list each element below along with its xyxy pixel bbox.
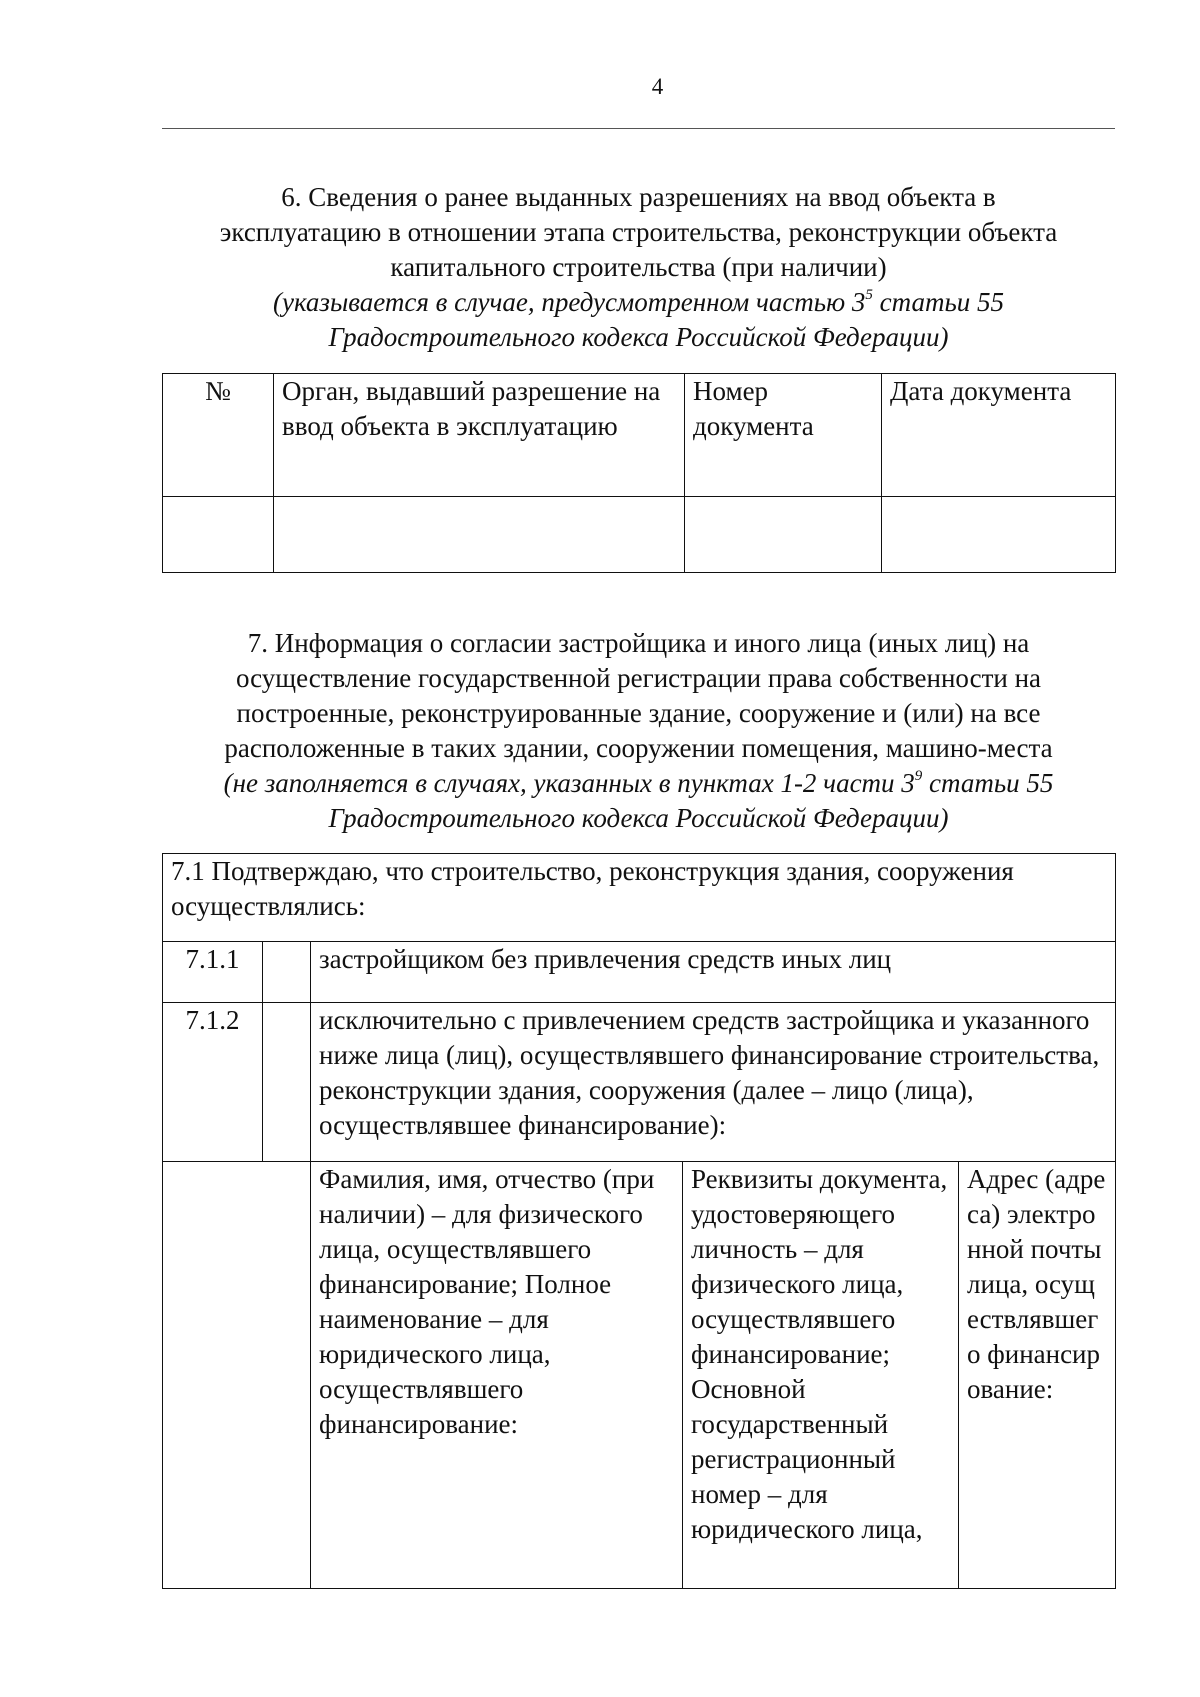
option-row-7-1-2 <box>163 1003 1116 1162</box>
section-7-title-line: расположенные в таких здании, сооружении помещения, машино-места <box>224 733 1053 763</box>
section-7-heading <box>162 626 1115 836</box>
financer-blank-cell <box>163 1162 311 1589</box>
permits-table-empty-row <box>163 497 1116 573</box>
permits-cell <box>274 497 685 573</box>
financer-name-header: Фамилия, имя, отчество (при наличии) – для физического лица, осуществлявшего финансирование; Полное наименование – для юридического лица, осуществлявшего финансирование: <box>311 1162 683 1589</box>
section-7-title-line: построенные, реконструированные здание, сооружение и (или) на все <box>236 698 1041 728</box>
section-7-title-line: осуществление государственной регистрации права собственности на <box>235 663 1042 693</box>
section-6-title-line: капитального строительства (при наличии) <box>390 252 887 282</box>
financer-document-header: Реквизиты документа, удостоверяющего личность – для физического лица, осуществлявшего финансирование; Основной государственный регистрационный номер – для юридического лица, <box>683 1162 959 1589</box>
header-divider <box>162 128 1115 129</box>
option-checkbox[interactable] <box>263 942 311 1003</box>
section-7-title-line: 7. Информация о согласии застройщика и иного лица (иных лиц) на <box>247 628 1030 658</box>
section-6-title-line: эксплуатацию в отношении этапа строительства, реконструкции объекта <box>219 217 1058 247</box>
header-issuing-body: Орган, выдавший разрешение на ввод объекта в эксплуатацию <box>274 374 685 497</box>
option-checkbox[interactable] <box>263 1003 311 1162</box>
option-text: застройщиком без привлечения средств иных лиц <box>311 942 1116 1003</box>
section-7-note: (не заполняется в случаях, указанных в пунктах 1-2 части $3^9$ статьи 55 <box>223 768 1054 798</box>
confirm-row <box>163 854 1116 942</box>
permits-table <box>162 373 1116 573</box>
financer-header-row <box>163 1162 1116 1589</box>
confirm-text: 7.1 Подтверждаю, что строительство, реконструкция здания, сооружения осуществлялись: <box>163 854 1116 942</box>
section-6-note: (указывается в случае, предусмотренном частью $3^5$ статьи 55 <box>272 287 1004 317</box>
permits-cell <box>685 497 882 573</box>
section-6-heading <box>162 180 1115 355</box>
page-number: 4 <box>651 74 664 99</box>
option-text: исключительно с привлечением средств застройщика и указанного ниже лица (лиц), осуществлявшего финансирование строительства, реконструкции здания, сооружения (далее – лицо (лица), осуществлявшее финансирование): <box>311 1003 1116 1162</box>
permits-cell <box>163 497 274 573</box>
option-number: 7.1.2 <box>163 1003 263 1162</box>
option-row-7-1-1 <box>163 942 1116 1003</box>
permits-cell <box>882 497 1116 573</box>
consent-table <box>162 853 1116 1589</box>
permits-table-header-row <box>163 374 1116 497</box>
header-document-date: Дата документа <box>882 374 1116 497</box>
header-number: № <box>163 374 274 497</box>
section-6-title-line: 6. Сведения о ранее выданных разрешениях на ввод объекта в <box>281 182 996 212</box>
section-6-note-line2: Градостроительного кодекса Российской Федерации) <box>328 322 949 352</box>
header-document-number: Номер документа <box>685 374 882 497</box>
financer-email-header: Адрес (адреса) электронной почты лица, осуществлявшего финансирование: <box>959 1162 1116 1589</box>
section-7-note-line2: Градостроительного кодекса Российской Федерации) <box>328 803 949 833</box>
option-number: 7.1.1 <box>163 942 263 1003</box>
